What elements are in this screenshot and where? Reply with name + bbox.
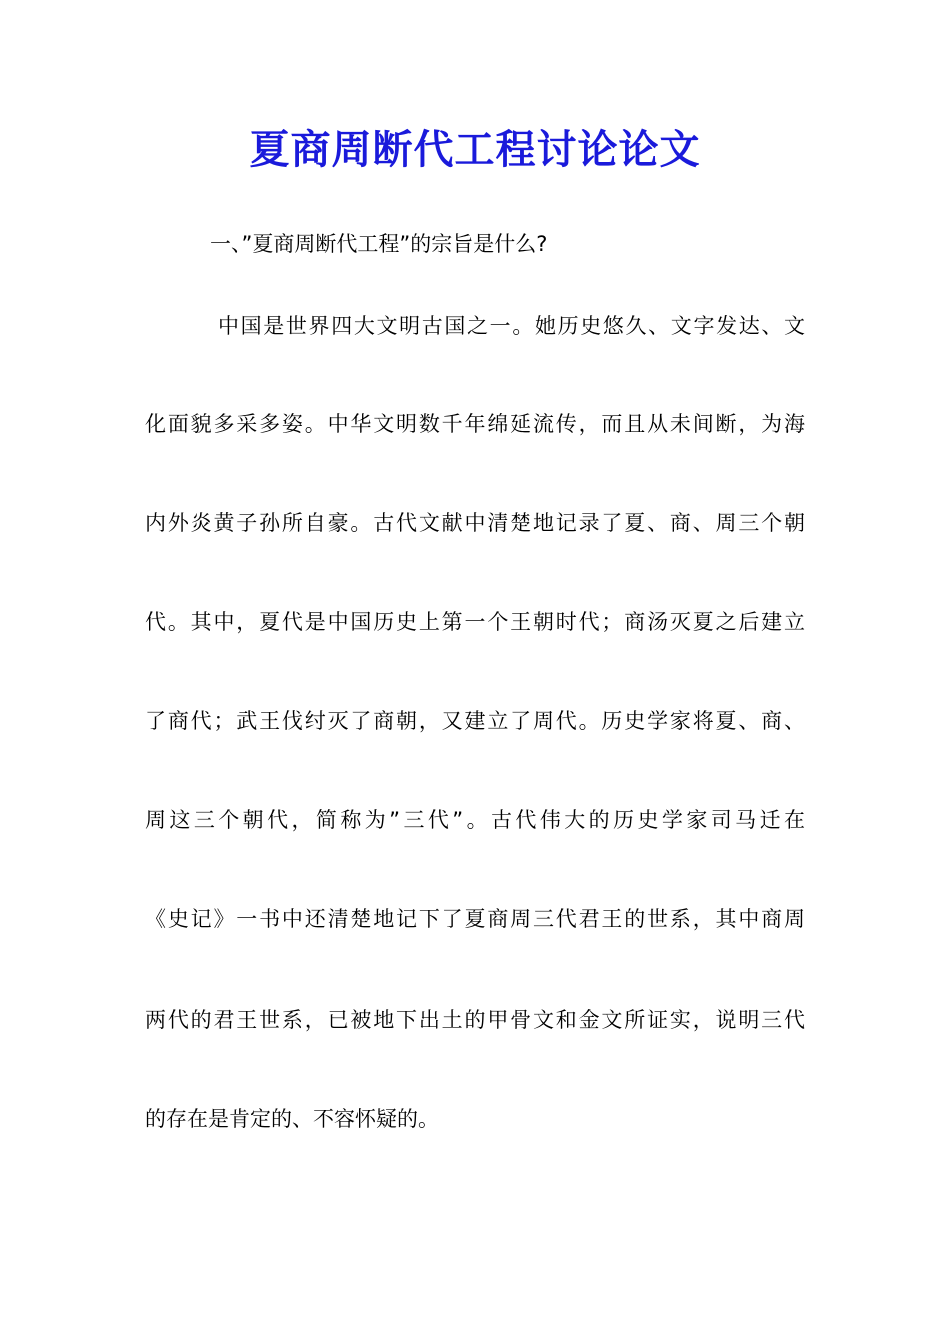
document-title: 夏商周断代工程讨论论文 — [249, 126, 701, 173]
paragraph-line-2: 化面貌多采多姿。中华文明数千年绵延流传，而且从未间断，为海 — [145, 412, 805, 436]
paragraph-line-6: 周这三个朝代，简称为”三代”。古代伟大的历史学家司马迁在 — [145, 808, 805, 832]
paragraph-line-9: 的存在是肯定的、不容怀疑的。 — [145, 1107, 439, 1131]
paragraph-line-7: 《史记》一书中还清楚地记下了夏商周三代君王的世系，其中商周 — [145, 907, 805, 931]
paragraph-line-5: 了商代；武王伐纣灭了商朝，又建立了周代。历史学家将夏、商、 — [145, 709, 805, 733]
paragraph-line-1: 中国是世界四大文明古国之一。她历史悠久、文字发达、文 — [218, 314, 805, 338]
paragraph-line-3: 内外炎黄子孙所自豪。古代文献中清楚地记录了夏、商、周三个朝 — [145, 511, 805, 535]
paragraph-line-4: 代。其中，夏代是中国历史上第一个王朝时代；商汤灭夏之后建立 — [145, 610, 805, 634]
paragraph-line-8: 两代的君王世系，已被地下出土的甲骨文和金文所证实，说明三代 — [145, 1008, 805, 1032]
section-heading: 一、”夏商周断代工程”的宗旨是什么? — [210, 232, 548, 256]
